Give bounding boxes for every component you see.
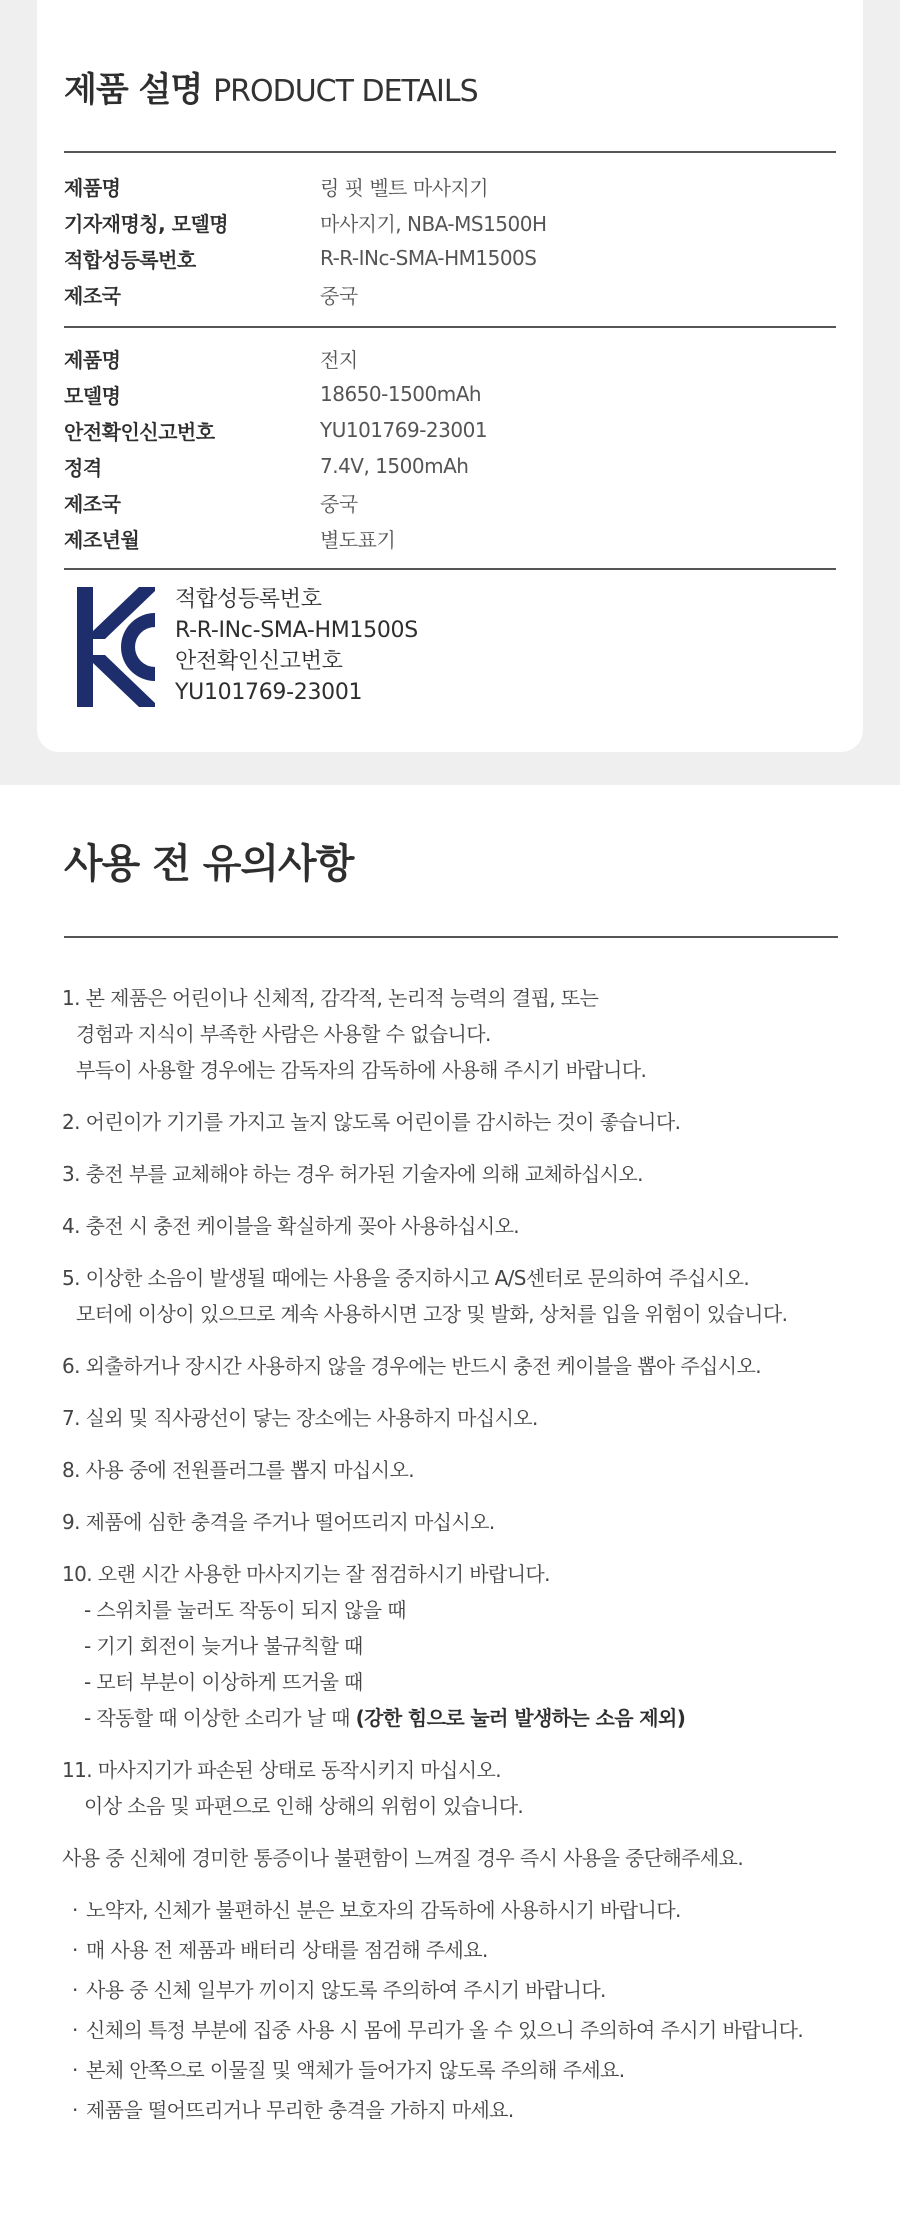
precaution-line: 6. 외출하거나 장시간 사용하지 않을 경우에는 반드시 충전 케이블을 뽑아 주십시오.	[62, 1354, 761, 1378]
bullet-text: 제품을 떨어뜨리거나 무리한 충격을 가하지 마세요.	[86, 2098, 514, 2122]
bullet-dot-icon: ·	[72, 2018, 78, 2042]
precaution-item	[62, 1260, 862, 1332]
spec-value: 별도표기	[320, 527, 396, 552]
spec-row	[64, 376, 836, 412]
spec-value: 마사지기, NBA-MS1500H	[320, 211, 547, 236]
kc-line: YU101769-23001	[175, 680, 363, 705]
kc-line: 안전확인신고번호	[175, 649, 343, 674]
spec-key: 제조년월	[64, 527, 140, 552]
bullet-dot-icon: ·	[72, 2098, 78, 2122]
bullet-text: 본체 안쪽으로 이물질 및 액체가 들어가지 않도록 주의해 주세요.	[86, 2058, 625, 2082]
precaution-item	[62, 1348, 862, 1384]
precaution-subline: - 기기 회전이 늦거나 불규칙할 때	[84, 1634, 363, 1658]
spec-key: 안전확인신고번호	[64, 419, 215, 444]
caution-bullet	[62, 2050, 862, 2090]
precaution-item	[62, 1104, 862, 1140]
caution-bullet	[62, 1890, 862, 1930]
spec-value: 중국	[320, 491, 358, 516]
caution-bullet	[62, 2010, 862, 2050]
spec-row	[64, 168, 836, 204]
spec-key: 제조국	[64, 491, 121, 516]
spec-key: 제조국	[64, 283, 121, 308]
spec-value: 중국	[320, 283, 358, 308]
product-details-title	[64, 62, 478, 111]
subline-text: - 작동할 때 이상한 소리가 날 때	[84, 1706, 356, 1730]
spec-value: 7.4V, 1500mAh	[320, 454, 469, 478]
spec-row	[64, 276, 836, 312]
spec-key: 제품명	[64, 175, 121, 200]
precaution-line: 11. 마사지기가 파손된 상태로 동작시키지 마십시오.	[62, 1758, 501, 1782]
spec-row	[64, 520, 836, 556]
spec-value: 링 핏 벨트 마사지기	[320, 175, 489, 200]
kc-certification-info	[175, 584, 418, 708]
spec-row	[64, 412, 836, 448]
title-korean: 제품 설명	[64, 70, 203, 110]
caution-bullet	[62, 1970, 862, 2010]
bullet-text: 노약자, 신체가 불편하신 분은 보호자의 감독하에 사용하시기 바랍니다.	[86, 1898, 681, 1922]
spec-row	[64, 340, 836, 376]
precaution-line: 8. 사용 중에 전원플러그를 뽑지 마십시오.	[62, 1458, 414, 1482]
spec-key: 정격	[64, 455, 102, 480]
caution-bullet	[62, 2090, 862, 2130]
precaution-item	[62, 980, 862, 1088]
precaution-item-10	[62, 1556, 862, 1736]
divider	[64, 326, 836, 328]
precaution-line: 모터에 이상이 있으므로 계속 사용하시면 고장 및 발화, 상처를 입을 위험이 있습니다.	[76, 1302, 788, 1326]
precaution-subline: - 모터 부분이 이상하게 뜨거울 때	[84, 1670, 363, 1694]
spec-value: 18650-1500mAh	[320, 382, 482, 406]
spec-row	[64, 484, 836, 520]
precaution-line: 4. 충전 시 충전 케이블을 확실하게 꽂아 사용하십시오.	[62, 1214, 520, 1238]
precaution-item	[62, 1156, 862, 1192]
title-english: PRODUCT DETAILS	[213, 74, 478, 109]
divider	[64, 568, 836, 570]
product-details-section	[0, 0, 900, 785]
kc-line: R-R-INc-SMA-HM1500S	[175, 618, 418, 643]
battery-spec-table	[64, 340, 836, 556]
spec-row	[64, 240, 836, 276]
spec-key: 적합성등록번호	[64, 247, 196, 272]
spec-key: 기자재명칭, 모델명	[64, 211, 229, 236]
kc-certification-mark-icon	[77, 587, 155, 707]
precaution-line: 5. 이상한 소음이 발생될 때에는 사용을 중지하시고 A/S센터로 문의하여 주십시오.	[62, 1266, 750, 1290]
precaution-item	[62, 1400, 862, 1436]
bullet-text: 사용 중 신체 일부가 끼이지 않도록 주의하여 주시기 바랍니다.	[86, 1978, 606, 2002]
precaution-line: 경험과 지식이 부족한 사람은 사용할 수 없습니다.	[76, 1022, 491, 1046]
product-details-card	[37, 0, 863, 752]
caution-bullet	[62, 1930, 862, 1970]
precaution-subline	[62, 1700, 862, 1736]
spec-value: YU101769-23001	[320, 418, 488, 442]
precautions-title: 사용 전 유의사항	[64, 841, 354, 887]
precaution-item-11	[62, 1752, 862, 1824]
divider	[64, 151, 836, 153]
spec-key: 모델명	[64, 383, 121, 408]
spec-row	[64, 204, 836, 240]
bullet-text: 매 사용 전 제품과 배터리 상태를 점검해 주세요.	[86, 1938, 488, 1962]
bullet-dot-icon: ·	[72, 1898, 78, 1922]
spec-key: 제품명	[64, 347, 121, 372]
bullet-dot-icon: ·	[72, 1978, 78, 2002]
precaution-line: 이상 소음 및 파편으로 인해 상해의 위험이 있습니다.	[84, 1794, 524, 1818]
bullet-dot-icon: ·	[72, 1938, 78, 1962]
precautions-list	[62, 980, 862, 2130]
bullet-dot-icon: ·	[72, 2058, 78, 2082]
divider	[64, 936, 838, 938]
precaution-line: 2. 어린이가 기기를 가지고 놀지 않도록 어린이를 감시하는 것이 좋습니다.	[62, 1110, 681, 1134]
spec-row	[64, 448, 836, 484]
kc-line: 적합성등록번호	[175, 587, 322, 612]
device-spec-table	[64, 168, 836, 312]
precaution-line: 7. 실외 및 직사광선이 닿는 장소에는 사용하지 마십시오.	[62, 1406, 538, 1430]
precaution-item	[62, 1504, 862, 1540]
bullet-text: 신체의 특정 부분에 집중 사용 시 몸에 무리가 올 수 있으니 주의하여 주시기 바랍니다.	[86, 2018, 804, 2042]
precaution-line: 3. 충전 부를 교체해야 하는 경우 허가된 기술자에 의해 교체하십시오.	[62, 1162, 643, 1186]
precaution-line: 1. 본 제품은 어린이나 신체적, 감각적, 논리적 능력의 결핍, 또는	[62, 986, 599, 1010]
spec-value: R-R-INc-SMA-HM1500S	[320, 246, 537, 270]
precaution-line: 10. 오랜 시간 사용한 마사지기는 잘 점검하시기 바랍니다.	[62, 1562, 550, 1586]
precaution-line: 부득이 사용할 경우에는 감독자의 감독하에 사용해 주시기 바랍니다.	[76, 1058, 647, 1082]
precaution-item	[62, 1452, 862, 1488]
subline-emphasis: (강한 힘으로 눌러 발생하는 소음 제외)	[355, 1706, 686, 1730]
spec-value: 전지	[320, 347, 358, 372]
caution-lead: 사용 중 신체에 경미한 통증이나 불편함이 느껴질 경우 즉시 사용을 중단해주세요.	[62, 1846, 744, 1870]
precaution-line: 9. 제품에 심한 충격을 주거나 떨어뜨리지 마십시오.	[62, 1510, 495, 1534]
precaution-subline: - 스위치를 눌러도 작동이 되지 않을 때	[84, 1598, 406, 1622]
precaution-item	[62, 1208, 862, 1244]
